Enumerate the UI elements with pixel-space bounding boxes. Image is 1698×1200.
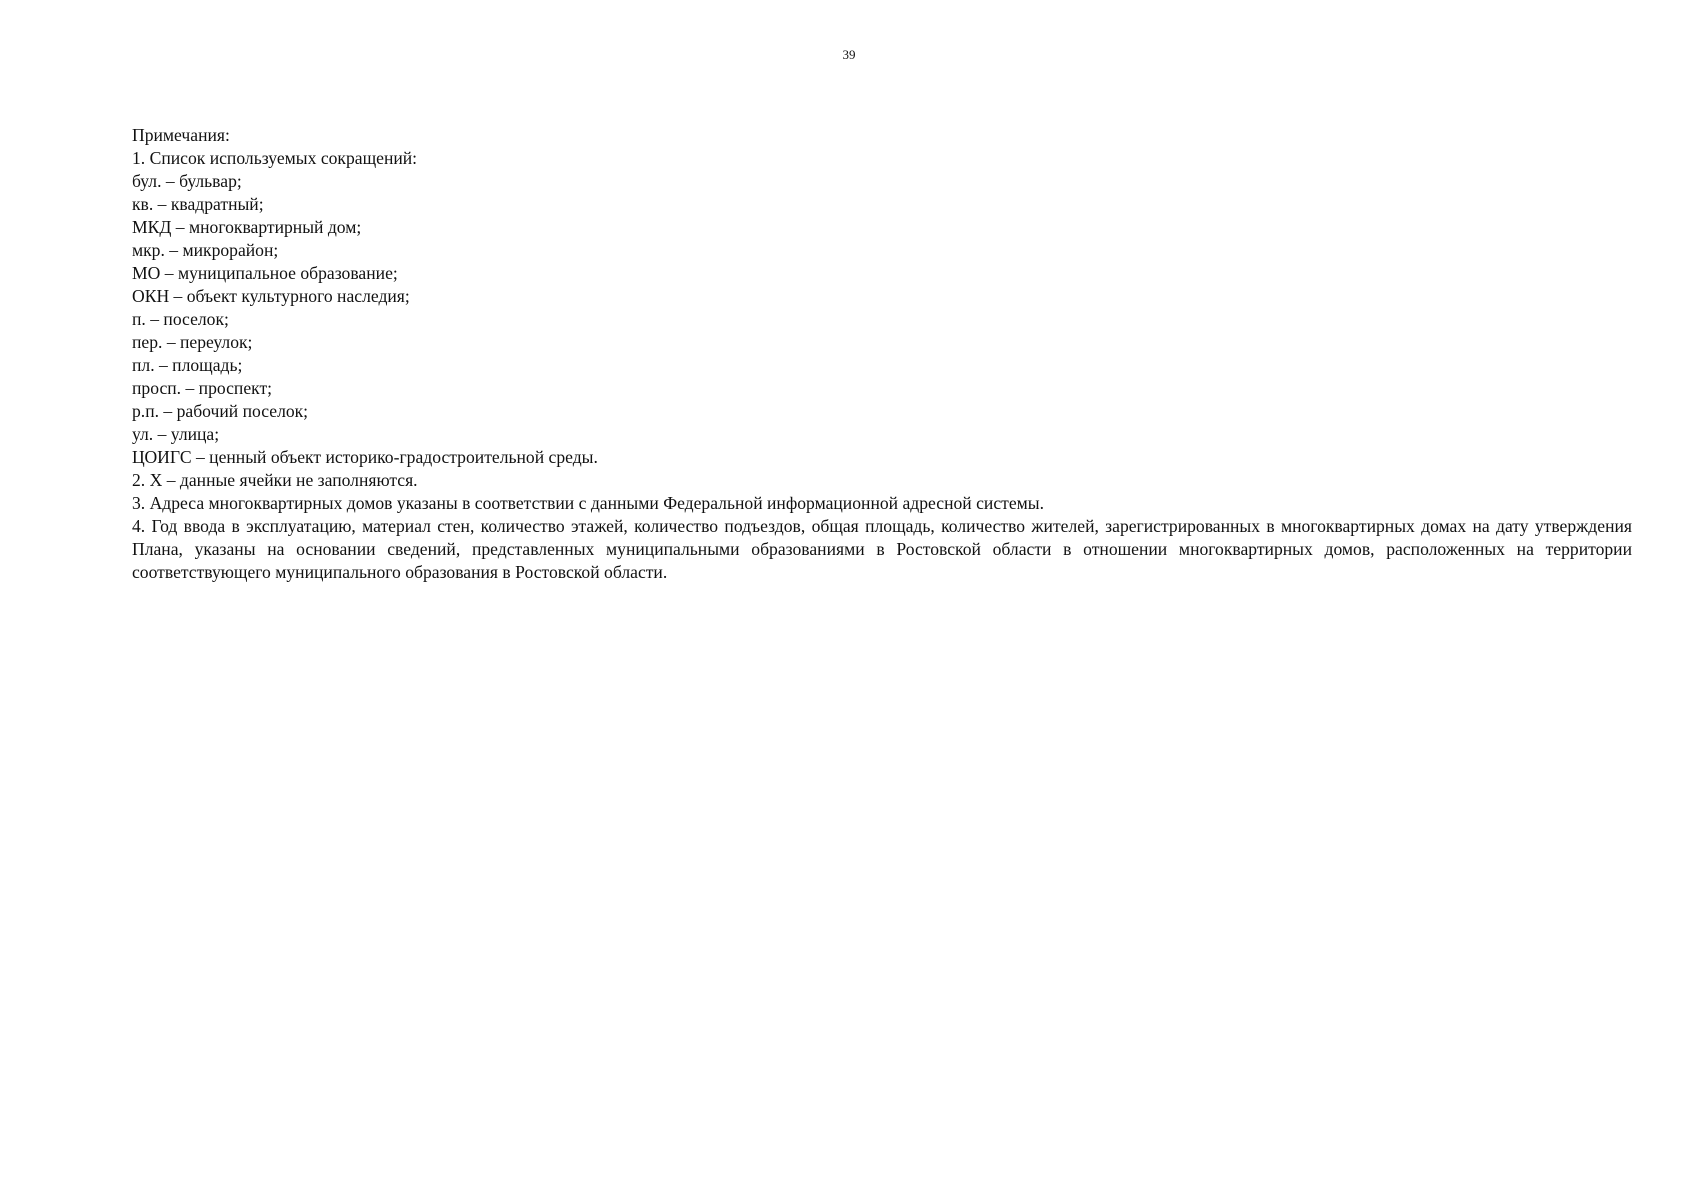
note-3: 3. Адреса многоквартирных домов указаны в соответствии с данными Федеральной информационной адресной системы. bbox=[132, 493, 1044, 513]
notes-heading: Примечания: bbox=[132, 125, 230, 145]
abbreviation-item: МКД – многоквартирный дом; bbox=[132, 217, 362, 237]
abbreviation-item: ЦОИГС – ценный объект историко-градостроительной среды. bbox=[132, 447, 598, 467]
abbreviation-item: пер. – переулок; bbox=[132, 332, 253, 352]
abbreviation-item: просп. – проспект; bbox=[132, 378, 273, 398]
note-1-title: 1. Список используемых сокращений: bbox=[132, 148, 418, 168]
abbreviation-item: п. – поселок; bbox=[132, 309, 229, 329]
abbreviation-item: бул. – бульвар; bbox=[132, 171, 242, 191]
abbreviation-item: мкр. – микрорайон; bbox=[132, 240, 279, 260]
abbreviation-item: р.п. – рабочий поселок; bbox=[132, 401, 309, 421]
note-4: 4. Год ввода в эксплуатацию, материал стен, количество этажей, количество подъездов, общая площадь, количество жителей, зарегистрированных в многоквартирных домах на дату утверждения Плана, указаны на основании сведений, представленных муниципальными образованиями в Ростовской области в отношении многоквартирных домов, расположенных на территории соответствующего муниципального образования в Ростовской области. bbox=[132, 516, 1632, 582]
abbreviation-item: кв. – квадратный; bbox=[132, 194, 264, 214]
abbreviation-item: МО – муниципальное образование; bbox=[132, 263, 398, 283]
note-2: 2. Х – данные ячейки не заполняются. bbox=[132, 470, 418, 490]
page-number: 39 bbox=[842, 47, 856, 62]
abbreviation-item: ул. – улица; bbox=[132, 424, 220, 444]
notes-section bbox=[132, 124, 1632, 584]
abbreviation-item: ОКН – объект культурного наследия; bbox=[132, 286, 410, 306]
abbreviation-item: пл. – площадь; bbox=[132, 355, 243, 375]
